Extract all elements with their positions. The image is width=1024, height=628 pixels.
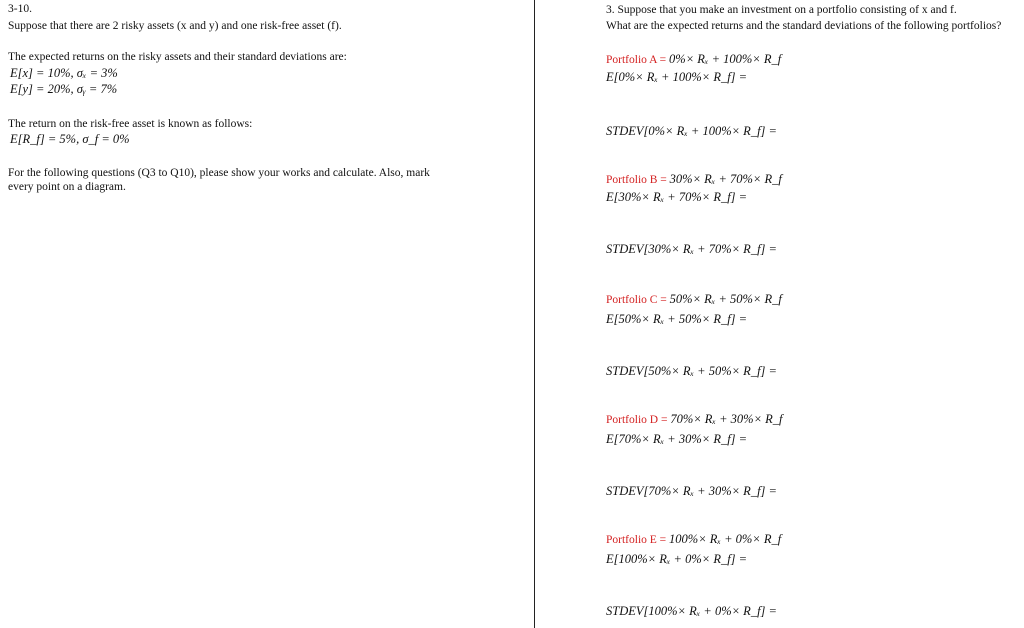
portfolio-a-label: Portfolio A = <box>606 54 667 66</box>
portfolio-d-stdev: STDEV[70%× Rₓ + 30%× R_f] = <box>606 484 777 498</box>
risky-asset-y-equation: E[y] = 20%, σᵧ = 7% <box>10 82 118 96</box>
portfolio-a-formula: 0%× Rₓ + 100%× R_f <box>669 52 782 66</box>
portfolio-e-definition <box>606 532 781 547</box>
portfolio-c-expected: E[50%× Rₓ + 50%× R_f] = <box>606 312 748 326</box>
portfolio-c-formula: 50%× Rₓ + 50%× R_f <box>669 292 782 306</box>
portfolio-d-label: Portfolio D = <box>606 414 668 426</box>
problem-heading: 3-10. <box>8 3 32 15</box>
risky-asset-x-equation: E[x] = 10%, σₓ = 3% <box>10 66 118 80</box>
portfolio-b-stdev: STDEV[30%× Rₓ + 70%× R_f] = <box>606 242 777 256</box>
portfolio-d-definition <box>606 412 783 427</box>
portfolio-c-stdev: STDEV[50%× Rₓ + 50%× R_f] = <box>606 364 777 378</box>
right-column <box>535 0 1024 628</box>
question-line-1: 3. Suppose that you make an investment on a portfolio consisting of x and f. <box>606 4 957 16</box>
portfolio-b-label: Portfolio B = <box>606 174 667 186</box>
portfolio-e-label: Portfolio E = <box>606 534 667 546</box>
riskfree-intro-text: The return on the risk-free asset is known as follows: <box>8 118 253 130</box>
portfolio-c-definition <box>606 292 782 307</box>
portfolio-d-expected: E[70%× Rₓ + 30%× R_f] = <box>606 432 748 446</box>
riskfree-equation: E[R_f] = 5%, σ_f = 0% <box>10 132 130 146</box>
portfolio-c-label: Portfolio C = <box>606 294 667 306</box>
risky-intro-text: The expected returns on the risky assets and their standard deviations are: <box>8 51 347 63</box>
instructions-line-1: For the following questions (Q3 to Q10), please show your works and calculate. Also, mark <box>8 167 430 179</box>
instructions-line-2: every point on a diagram. <box>8 181 126 193</box>
portfolio-b-formula: 30%× Rₓ + 70%× R_f <box>669 172 782 186</box>
portfolio-b-definition <box>606 172 782 187</box>
intro-text: Suppose that there are 2 risky assets (x and y) and one risk-free asset (f). <box>8 20 342 32</box>
question-line-2: What are the expected returns and the standard deviations of the following portfolios? <box>606 20 1002 32</box>
portfolio-a-definition <box>606 52 781 67</box>
portfolio-a-expected: E[0%× Rₓ + 100%× R_f] = <box>606 70 748 84</box>
portfolio-b-expected: E[30%× Rₓ + 70%× R_f] = <box>606 190 748 204</box>
portfolio-a-stdev: STDEV[0%× Rₓ + 100%× R_f] = <box>606 124 777 138</box>
portfolio-e-formula: 100%× Rₓ + 0%× R_f <box>669 532 782 546</box>
portfolio-e-stdev: STDEV[100%× Rₓ + 0%× R_f] = <box>606 604 777 618</box>
portfolio-d-formula: 70%× Rₓ + 30%× R_f <box>670 412 783 426</box>
portfolio-e-expected: E[100%× Rₓ + 0%× R_f] = <box>606 552 748 566</box>
